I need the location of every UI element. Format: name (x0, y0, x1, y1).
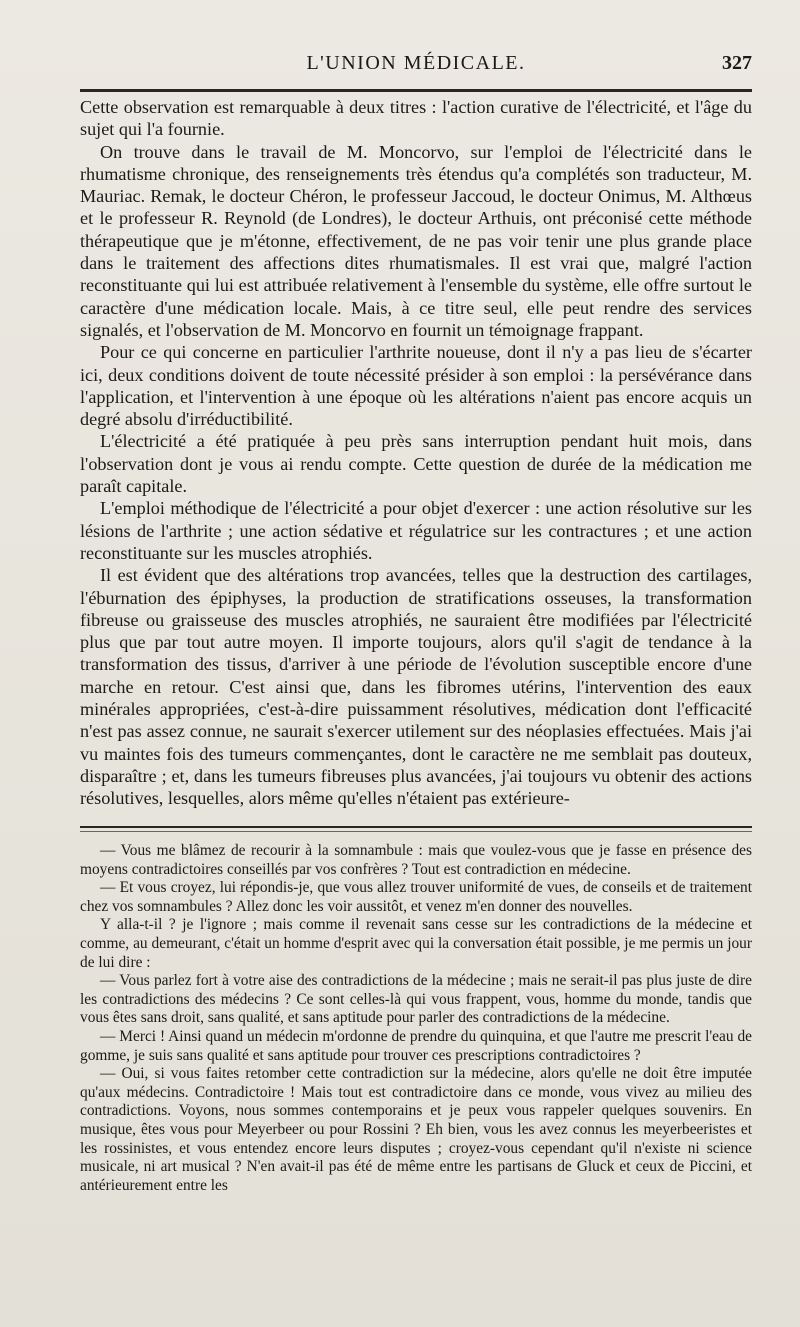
paragraph: L'électricité a été pratiquée à peu près sans interruption pendant huit mois, dans l'observation dont je vous ai rendu compte. Cette question de durée de la médication me paraît capitale. (80, 431, 752, 497)
footnote-block (80, 842, 752, 1195)
paragraph: L'emploi méthodique de l'électricité a pour objet d'exercer : une action résolutive sur les lésions de l'arthrite ; une action sédative et régulatrice sur les contractures ; et une action reconstituante sur les muscles atrophiés. (80, 498, 752, 563)
header-rule (80, 89, 752, 92)
footnote-paragraph: — Oui, si vous faites retomber cette contradiction sur la médecine, alors qu'elle ne doit être imputée qu'aux médecins. Contradictoire ! Mais tout est contradictoire dans ce monde, vous vivez au milieu des contradictions. Voyons, nous sommes contemporains et je peux vous rappeler quelques souvenirs. En musique, êtes vous pour Meyerbeer ou pour Rossini ? Eh bien, vous les avez connus les meyerbeeristes et les rossinistes, et vous entendez encore leurs disputes ; croyez-vous cependant qu'il n'existe ni science musicale, ni art musical ? N'en avait-il pas été de même entre les partisans de Gluck et ceux de Piccini, et antérieurement entre les (80, 1065, 752, 1194)
footnote-paragraph: — Merci ! Ainsi quand un médecin m'ordonne de prendre du quinquina, et que l'autre me prescrit l'eau de gomme, je suis sans qualité et sans aptitude pour trouver ces prescriptions contradictoires ? (80, 1027, 752, 1064)
page-number: 327 (722, 52, 752, 74)
paragraph: Cette observation est remarquable à deux titres : l'action curative de l'électricité, et l'âge du sujet qui l'a fournie. (80, 97, 752, 140)
journal-title: L'UNION MÉDICALE. (306, 52, 526, 74)
footnote-separator (80, 826, 752, 828)
paragraph: Il est évident que des altérations trop avancées, telles que la destruction des cartilages, l'éburnation des épiphyses, la production de stratifications osseuses, la transformation fibreuse ou graisseuse des muscles atrophiés, ne sauraient être modifiées par l'électricité plus que par tout autre moyen. Il importe toujours, alors qu'il s'agit de tendance à la transformation des tissus, d'arriver à une période de l'évolution susceptible encore d'une marche en retour. C'est ainsi que, dans les fibromes utérins, l'intervention des eaux minérales appropriées, c'est-à-dire puissamment résolutives, médication dont l'efficacité n'est pas assez connue, ne saurait s'exercer utilement sur des néoplasies effectuées. Mais j'ai vu maintes fois des tumeurs commençantes, dont le caractère ne me semblait pas douteux, disparaître ; et, dans les tumeurs fibreuses plus avancées, j'ai toujours vu obtenir des actions résolutives, lesquelles, alors même qu'elles n'étaient pas extérieure- (80, 565, 752, 809)
footnote-separator-thin (80, 831, 752, 832)
running-header (80, 52, 752, 86)
footnote-paragraph: — Vous parlez fort à votre aise des contradictions de la médecine ; mais ne serait-il pas plus juste de dire les contradictions des médecins ? Ce sont celles-là qui vous frappent, vous, homme du monde, tandis que vous êtes sans droit, sans qualité, et sans aptitude pour parler des contradictions de la médecine. (80, 972, 752, 1027)
footnote-paragraph: — Vous me blâmez de recourir à la somnambule : mais que voulez-vous que je fasse en présence des moyens contradictoires conseillés par vos confrères ? Tout est contradiction en médecine. (80, 842, 752, 878)
main-text (80, 96, 752, 810)
footnote-paragraph: — Et vous croyez, lui répondis-je, que vous allez trouver uniformité de vues, de conseils et de traitement chez vos somnambules ? Allez donc les voir aussitôt, et venez m'en donner des nouvelles. (80, 879, 752, 915)
paragraph: On trouve dans le travail de M. Moncorvo, sur l'emploi de l'électricité dans le rhumatisme chronique, des renseignements très étendus qu'a complétés son traducteur, M. Mauriac. Remak, le docteur Chéron, le professeur Jaccoud, le docteur Onimus, M. Althœus et le professeur R. Reynold (de Londres), le docteur Arthuis, ont préconisé cette méthode thérapeutique que je m'étonne, effectivement, de ne pas voir tenir une plus grande place dans le traitement des affections dites rhumatismales. Il est vrai que, malgré l'action reconstituante qui lui est attribuée relativement à l'ensemble du système, elle offre surtout le caractère d'une médication locale. Mais, à ce titre seul, elle peut rendre des services signalés, et l'observation de M. Moncorvo en fournit un témoignage frappant. (80, 141, 752, 340)
footnote-paragraph: Y alla-t-il ? je l'ignore ; mais comme il revenait sans cesse sur les contradictions de la médecine et comme, au demeurant, c'était un homme d'esprit avec qui la conversation était possible, je me permis un jour de lui dire : (80, 916, 752, 971)
paragraph: Pour ce qui concerne en particulier l'arthrite noueuse, dont il n'y a pas lieu de s'écarter ici, deux conditions doivent de toute nécessité présider à son emploi : la persévérance dans l'application, et l'intervention à une époque où les altérations n'aient pas encore acquis un degré absolu d'irréductibilité. (80, 342, 752, 430)
